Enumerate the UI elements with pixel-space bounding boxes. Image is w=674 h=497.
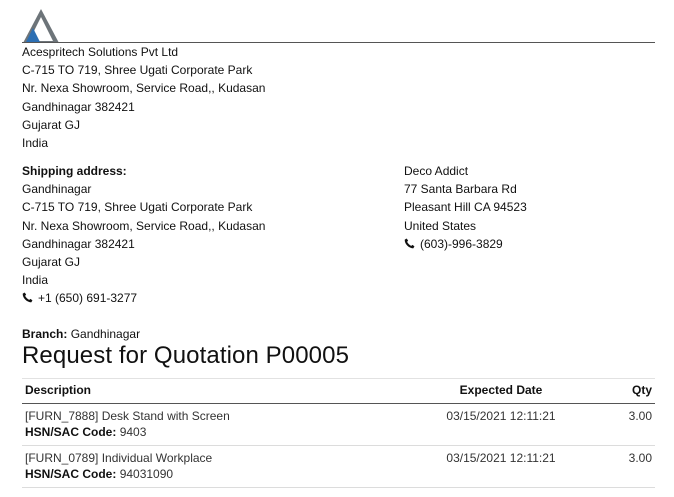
branch-value: Gandhinagar bbox=[70, 327, 141, 341]
column-header-description: Description bbox=[22, 379, 423, 404]
phone-icon bbox=[22, 292, 33, 303]
company-address bbox=[22, 43, 265, 152]
table-header-row bbox=[22, 379, 655, 404]
company-address-line: Gujarat GJ bbox=[22, 117, 81, 132]
qty-cell: 3.00 bbox=[579, 446, 655, 488]
expected-date-cell: 03/15/2021 12:11:21 bbox=[423, 404, 579, 446]
branch-info bbox=[22, 327, 140, 341]
company-address-line: Gandhinagar 382421 bbox=[22, 99, 135, 114]
company-address-line: India bbox=[22, 136, 49, 151]
vendor-address bbox=[404, 162, 527, 253]
company-address-line: C-715 TO 719, Shree Ugati Corporate Park bbox=[22, 63, 253, 78]
shipping-address bbox=[22, 162, 265, 308]
hsn-label: HSN/SAC Code: bbox=[25, 467, 117, 481]
company-address-line: Nr. Nexa Showroom, Service Road,, Kudasan bbox=[22, 81, 266, 96]
branch-label: Branch: bbox=[22, 327, 68, 341]
vendor-line: Deco Addict bbox=[404, 164, 469, 178]
product-description: [FURN_0789] Individual Workplace bbox=[25, 451, 213, 465]
column-header-qty: Qty bbox=[579, 379, 655, 404]
shipping-line: India bbox=[22, 273, 49, 288]
phone-icon bbox=[404, 238, 415, 249]
shipping-line: Gujarat GJ bbox=[22, 255, 81, 270]
hsn-value: 94031090 bbox=[119, 467, 174, 481]
shipping-line: Nr. Nexa Showroom, Service Road,, Kudasan bbox=[22, 218, 266, 233]
vendor-line: 77 Santa Barbara Rd bbox=[404, 182, 517, 197]
hsn-value: 9403 bbox=[119, 425, 147, 439]
order-lines-table bbox=[22, 378, 655, 488]
line-description-cell bbox=[22, 404, 423, 446]
vendor-phone-number: (603)-996-3829 bbox=[420, 236, 503, 251]
hsn-code bbox=[25, 467, 420, 481]
shipping-label: Shipping address: bbox=[22, 164, 127, 178]
shipping-line: C-715 TO 719, Shree Ugati Corporate Park bbox=[22, 200, 253, 215]
shipping-phone-number: +1 (650) 691-3277 bbox=[38, 291, 138, 306]
table-row bbox=[22, 404, 655, 446]
product-description: [FURN_7888] Desk Stand with Screen bbox=[25, 409, 230, 423]
line-description-cell bbox=[22, 446, 423, 488]
page-title: Request for Quotation P00005 bbox=[22, 342, 350, 369]
hsn-label: HSN/SAC Code: bbox=[25, 425, 117, 439]
vendor-line: United States bbox=[404, 218, 477, 233]
hsn-code bbox=[25, 425, 420, 439]
table-row bbox=[22, 446, 655, 488]
company-name: Acespritech Solutions Pvt Ltd bbox=[22, 45, 179, 59]
vendor-line: Pleasant Hill CA 94523 bbox=[404, 200, 527, 215]
company-logo bbox=[22, 8, 60, 44]
shipping-line: Gandhinagar bbox=[22, 182, 92, 197]
vendor-phone bbox=[404, 235, 527, 253]
column-header-expected-date: Expected Date bbox=[423, 379, 579, 404]
shipping-line: Gandhinagar 382421 bbox=[22, 236, 135, 251]
qty-cell: 3.00 bbox=[579, 404, 655, 446]
shipping-phone bbox=[22, 289, 265, 307]
expected-date-cell: 03/15/2021 12:11:21 bbox=[423, 446, 579, 488]
